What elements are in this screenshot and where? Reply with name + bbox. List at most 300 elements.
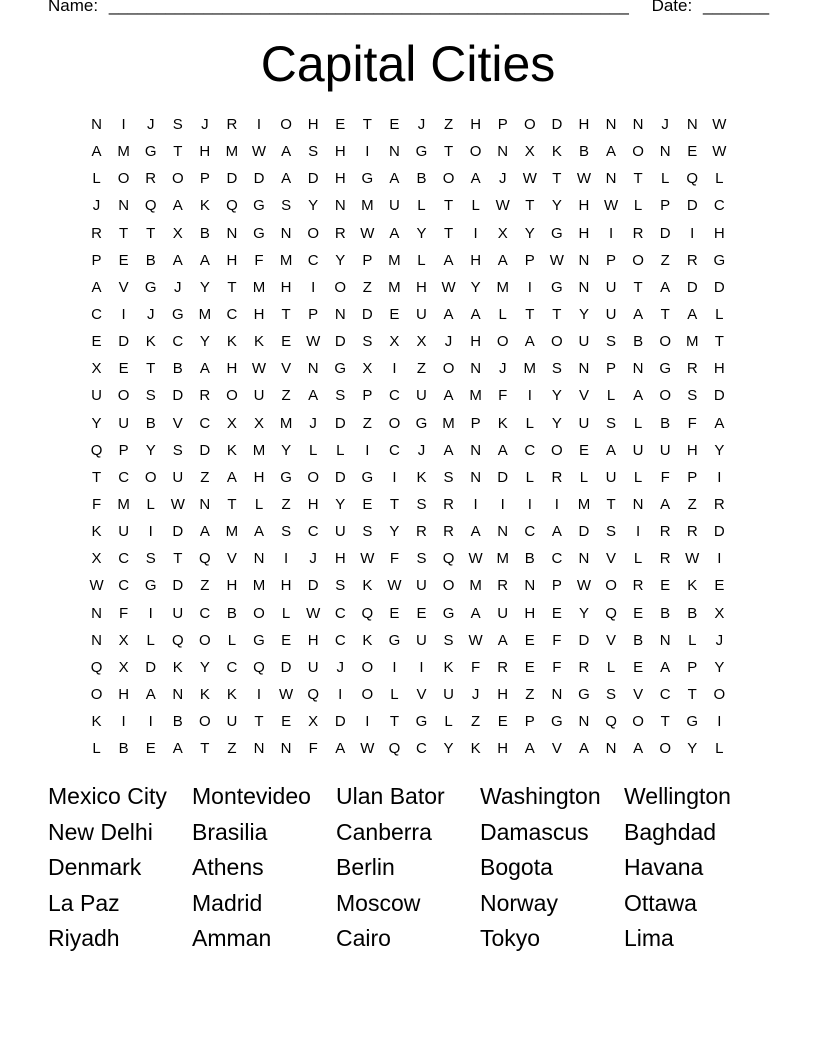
grid-letter: U xyxy=(416,305,427,323)
grid-letter: X xyxy=(389,333,400,351)
grid-letter: J xyxy=(498,170,507,188)
grid-letter: G xyxy=(388,631,401,649)
grid-letter: F xyxy=(308,740,318,758)
grid-letter: Z xyxy=(362,278,372,296)
grid-letter: F xyxy=(498,387,508,405)
grid-row xyxy=(83,439,733,466)
grid-letter: E xyxy=(389,305,400,323)
grid-letter: C xyxy=(307,523,319,541)
grid-row xyxy=(83,656,733,683)
grid-letter: Y xyxy=(443,740,454,758)
grid-letter: M xyxy=(198,305,212,323)
grid-letter: G xyxy=(280,468,292,486)
grid-letter: L xyxy=(146,631,155,649)
grid-letter: N xyxy=(578,360,590,378)
grid-letter: L xyxy=(92,170,101,188)
grid-letter: W xyxy=(170,495,185,513)
grid-letter: K xyxy=(226,685,237,703)
grid-letter: C xyxy=(659,685,671,703)
word-list-item: Montevideo xyxy=(192,783,311,809)
grid-letter: E xyxy=(633,658,644,676)
grid-letter: R xyxy=(443,495,454,513)
grid-letter: T xyxy=(633,278,643,296)
grid-letter: N xyxy=(334,197,346,215)
grid-letter: X xyxy=(172,224,183,242)
grid-letter: X xyxy=(416,333,427,351)
grid-letter: A xyxy=(524,740,535,758)
grid-letter: H xyxy=(578,224,590,242)
grid-letter: E xyxy=(660,577,671,595)
grid-row xyxy=(83,493,733,520)
grid-letter: D xyxy=(713,523,725,541)
grid-letter: K xyxy=(443,658,454,676)
grid-letter: W xyxy=(306,604,321,622)
grid-letter: T xyxy=(200,740,210,758)
grid-letter: B xyxy=(687,604,698,622)
grid-letter: H xyxy=(470,251,482,269)
grid-letter: Z xyxy=(471,713,481,731)
grid-letter: R xyxy=(632,577,644,595)
grid-letter: T xyxy=(443,224,454,242)
grid-letter: D xyxy=(334,713,346,731)
grid-letter: Z xyxy=(281,495,291,513)
grid-letter: U xyxy=(578,333,590,351)
word-list-item: Mexico City xyxy=(48,783,167,809)
grid-letter: P xyxy=(687,468,698,486)
grid-letter: W xyxy=(306,333,321,351)
grid-row xyxy=(83,303,733,330)
grid-letter: N xyxy=(632,360,644,378)
grid-letter: O xyxy=(117,170,130,188)
word-list-item: Damascus xyxy=(480,818,589,845)
grid-letter: T xyxy=(119,224,129,242)
grid-letter: K xyxy=(145,333,156,351)
grid-letter: O xyxy=(632,143,644,161)
grid-letter: S xyxy=(606,414,617,432)
grid-row xyxy=(83,194,733,221)
grid-letter: Y xyxy=(335,251,346,269)
grid-letter: L xyxy=(633,550,643,568)
grid-letter: B xyxy=(172,360,183,378)
grid-letter: N xyxy=(578,550,590,568)
grid-letter: M xyxy=(225,523,239,541)
grid-letter: B xyxy=(633,333,644,351)
grid-letter: I xyxy=(148,523,153,541)
grid-letter: M xyxy=(117,143,130,161)
grid-letter: N xyxy=(307,360,319,378)
grid-letter: A xyxy=(606,143,617,161)
grid-letter: C xyxy=(334,604,346,622)
grid-letter: P xyxy=(524,251,535,269)
grid-letter: Q xyxy=(307,685,319,703)
grid-letter: W xyxy=(360,550,375,568)
grid-letter: O xyxy=(605,577,617,595)
grid-letter: T xyxy=(660,305,670,323)
grid-letter: N xyxy=(470,360,482,378)
grid-letter: V xyxy=(172,414,183,432)
grid-letter: H xyxy=(253,468,265,486)
grid-letter: T xyxy=(633,170,643,188)
word-list xyxy=(48,780,768,958)
grid-letter: V xyxy=(606,550,617,568)
grid-letter: I xyxy=(690,224,695,242)
grid-letter: A xyxy=(660,658,671,676)
grid-letter: L xyxy=(281,604,291,622)
grid-letter: A xyxy=(687,305,698,323)
grid-letter: D xyxy=(253,170,265,188)
grid-letter: A xyxy=(308,387,319,405)
grid-letter: I xyxy=(148,604,153,622)
grid-letter: K xyxy=(551,143,562,161)
grid-letter: T xyxy=(362,116,372,133)
grid-letter: K xyxy=(91,523,102,541)
grid-letter: O xyxy=(199,713,211,731)
grid-letter: G xyxy=(578,685,590,703)
grid-letter: R xyxy=(686,251,698,269)
grid-letter: Q xyxy=(90,658,103,676)
grid-letter: R xyxy=(578,658,590,676)
word-list-item: Ottawa xyxy=(624,889,697,916)
grid-letter: Y xyxy=(687,740,698,758)
grid-letter: D xyxy=(334,468,346,486)
date-label: Date: xyxy=(651,0,693,15)
grid-letter: N xyxy=(253,740,265,758)
grid-letter: Z xyxy=(227,740,237,758)
grid-letter: A xyxy=(443,251,454,269)
grid-letter: I xyxy=(365,713,370,731)
grid-letter: Z xyxy=(660,251,670,269)
grid-letter: Q xyxy=(686,170,699,188)
grid-letter: N xyxy=(686,116,698,133)
grid-letter: V xyxy=(281,360,292,378)
grid-letter: U xyxy=(443,685,454,703)
word-list-item: Athens xyxy=(192,854,264,880)
grid-letter: T xyxy=(281,305,291,323)
grid-letter: E xyxy=(145,740,156,758)
grid-letter: G xyxy=(171,305,184,323)
grid-letter: D xyxy=(578,523,590,541)
grid-letter: W xyxy=(576,170,592,188)
grid-letter: E xyxy=(524,631,535,649)
grid-letter: X xyxy=(362,360,373,378)
grid-letter: G xyxy=(442,604,455,622)
grid-letter: P xyxy=(524,713,535,731)
grid-letter: B xyxy=(524,550,535,568)
grid-letter: E xyxy=(633,604,644,622)
grid-letter: B xyxy=(416,170,427,188)
grid-letter: D xyxy=(334,414,346,432)
grid-letter: U xyxy=(659,441,671,459)
grid-letter: J xyxy=(146,116,155,133)
grid-letter: O xyxy=(361,685,374,703)
grid-letter: W xyxy=(360,224,375,242)
grid-letter: N xyxy=(605,740,617,758)
grid-letter: B xyxy=(145,414,156,432)
grid-letter: Q xyxy=(361,604,374,622)
grid-letter: I xyxy=(527,387,532,405)
grid-letter: N xyxy=(172,685,184,703)
grid-letter: H xyxy=(686,441,698,459)
grid-letter: V xyxy=(578,387,589,405)
grid-letter: H xyxy=(578,197,590,215)
grid-letter: Z xyxy=(281,387,291,405)
grid-letter: H xyxy=(713,360,725,378)
grid-letter: L xyxy=(715,740,724,758)
grid-letter: O xyxy=(144,468,157,486)
grid-letter: S xyxy=(335,387,346,405)
grid-letter: Y xyxy=(551,414,562,432)
grid-letter: G xyxy=(551,278,563,296)
grid-letter: L xyxy=(471,197,480,215)
grid-letter: E xyxy=(118,360,129,378)
grid-letter: I xyxy=(256,685,262,703)
grid-letter: K xyxy=(416,468,427,486)
grid-letter: I xyxy=(473,495,478,513)
grid-letter: G xyxy=(144,143,157,161)
grid-letter: T xyxy=(146,224,156,242)
grid-letter: K xyxy=(199,685,210,703)
grid-letter: W xyxy=(251,143,267,161)
grid-letter: M xyxy=(442,414,455,432)
grid-letter: T xyxy=(525,197,535,215)
grid-letter: O xyxy=(361,658,374,676)
grid-letter: A xyxy=(497,631,508,649)
grid-letter: S xyxy=(362,523,373,541)
grid-letter: A xyxy=(497,441,508,459)
grid-letter: P xyxy=(687,658,698,676)
grid-letter: W xyxy=(712,143,727,161)
grid-letter: I xyxy=(392,658,397,676)
grid-letter: L xyxy=(633,197,643,215)
grid-letter: I xyxy=(311,278,316,296)
grid-letter: D xyxy=(659,224,671,242)
grid-letter: J xyxy=(201,116,209,133)
grid-letter: I xyxy=(121,713,126,731)
grid-letter: J xyxy=(417,441,426,459)
grid-letter: M xyxy=(496,550,509,568)
grid-letter: U xyxy=(497,604,509,622)
grid-letter: U xyxy=(416,631,427,649)
grid-letter: C xyxy=(118,577,130,595)
grid-letter: O xyxy=(253,604,265,622)
grid-letter: G xyxy=(686,713,699,731)
grid-letter: C xyxy=(524,441,536,459)
grid-letter: I xyxy=(121,116,126,133)
grid-letter: H xyxy=(199,143,211,161)
grid-letter: V xyxy=(551,740,562,758)
grid-letter: Q xyxy=(388,740,401,758)
word-list-item: Norway xyxy=(480,889,558,916)
grid-letter: Z xyxy=(362,414,372,432)
grid-letter: B xyxy=(172,713,183,731)
grid-letter: P xyxy=(91,251,102,269)
grid-letter: D xyxy=(361,305,373,323)
grid-letter: A xyxy=(199,523,210,541)
grid-letter: Y xyxy=(199,278,210,296)
grid-letter: R xyxy=(145,170,157,188)
grid-letter: M xyxy=(523,360,537,378)
grid-letter: A xyxy=(443,387,454,405)
grid-letter: B xyxy=(118,740,129,758)
grid-letter: O xyxy=(442,577,455,595)
grid-letter: U xyxy=(334,523,346,541)
page-title: Capital Cities xyxy=(260,36,556,92)
grid-letter: B xyxy=(226,604,237,622)
grid-letter: Y xyxy=(416,224,427,242)
grid-letter: E xyxy=(416,604,427,622)
grid-letter: I xyxy=(365,441,370,459)
word-list-item: Bogota xyxy=(480,854,553,880)
word-list-item: La Paz xyxy=(48,889,120,916)
grid-letter: L xyxy=(633,414,643,432)
grid-letter: F xyxy=(119,604,129,622)
grid-letter: T xyxy=(443,197,454,215)
grid-letter: X xyxy=(524,143,535,161)
grid-letter: A xyxy=(470,523,481,541)
grid-letter: H xyxy=(226,360,238,378)
grid-letter: C xyxy=(416,740,427,758)
grid-letter: D xyxy=(713,278,725,296)
grid-letter: H xyxy=(524,604,536,622)
grid-row xyxy=(83,167,733,194)
grid-letter: P xyxy=(660,197,671,215)
grid-letter: G xyxy=(713,251,726,269)
grid-letter: G xyxy=(415,414,428,432)
grid-letter: H xyxy=(470,333,482,351)
grid-letter: H xyxy=(253,305,265,323)
grid-letter: L xyxy=(525,414,534,432)
grid-letter: O xyxy=(334,278,347,296)
grid-letter: G xyxy=(361,468,374,486)
word-list-item: Moscow xyxy=(336,889,421,916)
grid-letter: X xyxy=(118,658,129,676)
grid-letter: S xyxy=(606,523,617,541)
grid-letter: D xyxy=(172,523,184,541)
grid-row xyxy=(83,384,733,411)
grid-letter: P xyxy=(470,414,481,432)
grid-letter: C xyxy=(199,414,211,432)
grid-letter: J xyxy=(715,631,724,649)
grid-letter: T xyxy=(146,360,156,378)
grid-letter: K xyxy=(470,740,481,758)
grid-letter: U xyxy=(172,468,184,486)
grid-letter: A xyxy=(470,170,481,188)
grid-letter: B xyxy=(578,143,589,161)
grid-letter: G xyxy=(361,170,374,188)
grid-letter: O xyxy=(442,170,455,188)
grid-letter: L xyxy=(661,170,670,188)
name-label: Name: xyxy=(48,0,99,15)
grid-letter: W xyxy=(522,170,537,188)
grid-letter: T xyxy=(714,333,724,351)
grid-letter: D xyxy=(713,387,725,405)
grid-letter: C xyxy=(199,604,211,622)
grid-letter: D xyxy=(497,468,509,486)
grid-letter: T xyxy=(91,468,102,486)
grid-letter: E xyxy=(551,604,562,622)
grid-letter: A xyxy=(714,414,725,432)
grid-letter: N xyxy=(280,224,292,242)
grid-letter: R xyxy=(686,360,698,378)
grid-letter: S xyxy=(606,333,617,351)
grid-letter: Y xyxy=(578,305,589,323)
word-list-item: Brasilia xyxy=(192,818,268,845)
grid-letter: M xyxy=(225,143,239,161)
grid-letter: L xyxy=(606,387,616,405)
grid-letter: L xyxy=(498,305,507,323)
grid-letter: W xyxy=(251,360,267,378)
grid-letter: X xyxy=(118,631,129,649)
grid-letter: H xyxy=(280,577,292,595)
grid-letter: W xyxy=(495,197,510,215)
grid-letter: Y xyxy=(389,523,400,541)
grid-letter: E xyxy=(389,116,400,133)
grid-letter: O xyxy=(307,468,319,486)
grid-letter: N xyxy=(253,550,265,568)
grid-letter: W xyxy=(89,577,104,595)
grid-letter: T xyxy=(687,685,697,703)
grid-letter: T xyxy=(389,713,399,731)
date-blank: _______ xyxy=(702,0,770,15)
grid-letter: I xyxy=(121,305,126,323)
grid-letter: P xyxy=(308,305,319,323)
grid-row xyxy=(83,629,733,656)
grid-letter: A xyxy=(524,333,535,351)
grid-letter: I xyxy=(392,468,397,486)
grid-letter: L xyxy=(444,713,453,731)
grid-letter: P xyxy=(606,251,617,269)
grid-letter: R xyxy=(226,116,238,133)
grid-letter: W xyxy=(468,550,483,568)
grid-letter: Z xyxy=(443,116,454,133)
grid-letter: O xyxy=(199,631,211,649)
grid-letter: L xyxy=(417,251,426,269)
grid-letter: A xyxy=(633,740,644,758)
grid-letter: A xyxy=(145,685,156,703)
grid-letter: T xyxy=(552,305,562,323)
grid-letter: L xyxy=(92,740,101,758)
grid-letter: E xyxy=(281,713,292,731)
grid-letter: C xyxy=(118,550,130,568)
grid-letter: Y xyxy=(551,197,562,215)
grid-letter: I xyxy=(527,278,532,296)
grid-letter: T xyxy=(227,495,237,513)
grid-letter: T xyxy=(660,713,670,731)
grid-letter: A xyxy=(172,197,183,215)
grid-letter: O xyxy=(226,387,238,405)
word-list-item: Denmark xyxy=(48,854,142,880)
grid-letter: U xyxy=(172,604,184,622)
grid-letter: N xyxy=(551,685,563,703)
grid-letter: F xyxy=(687,414,697,432)
grid-letter: T xyxy=(443,143,454,161)
grid-letter: J xyxy=(309,550,317,568)
grid-letter: D xyxy=(686,197,698,215)
name-blank: _______________________________________________________ xyxy=(108,0,629,15)
grid-letter: N xyxy=(578,713,590,731)
grid-letter: J xyxy=(92,197,101,215)
grid-letter: A xyxy=(389,224,400,242)
grid-letter: N xyxy=(226,224,238,242)
grid-letter: M xyxy=(361,197,374,215)
grid-letter: I xyxy=(419,658,424,676)
grid-letter: F xyxy=(471,658,481,676)
grid-letter: P xyxy=(199,170,210,188)
grid-letter: N xyxy=(91,604,102,622)
grid-letter: Z xyxy=(687,495,697,513)
grid-row xyxy=(83,520,733,547)
header-fields xyxy=(48,0,769,16)
